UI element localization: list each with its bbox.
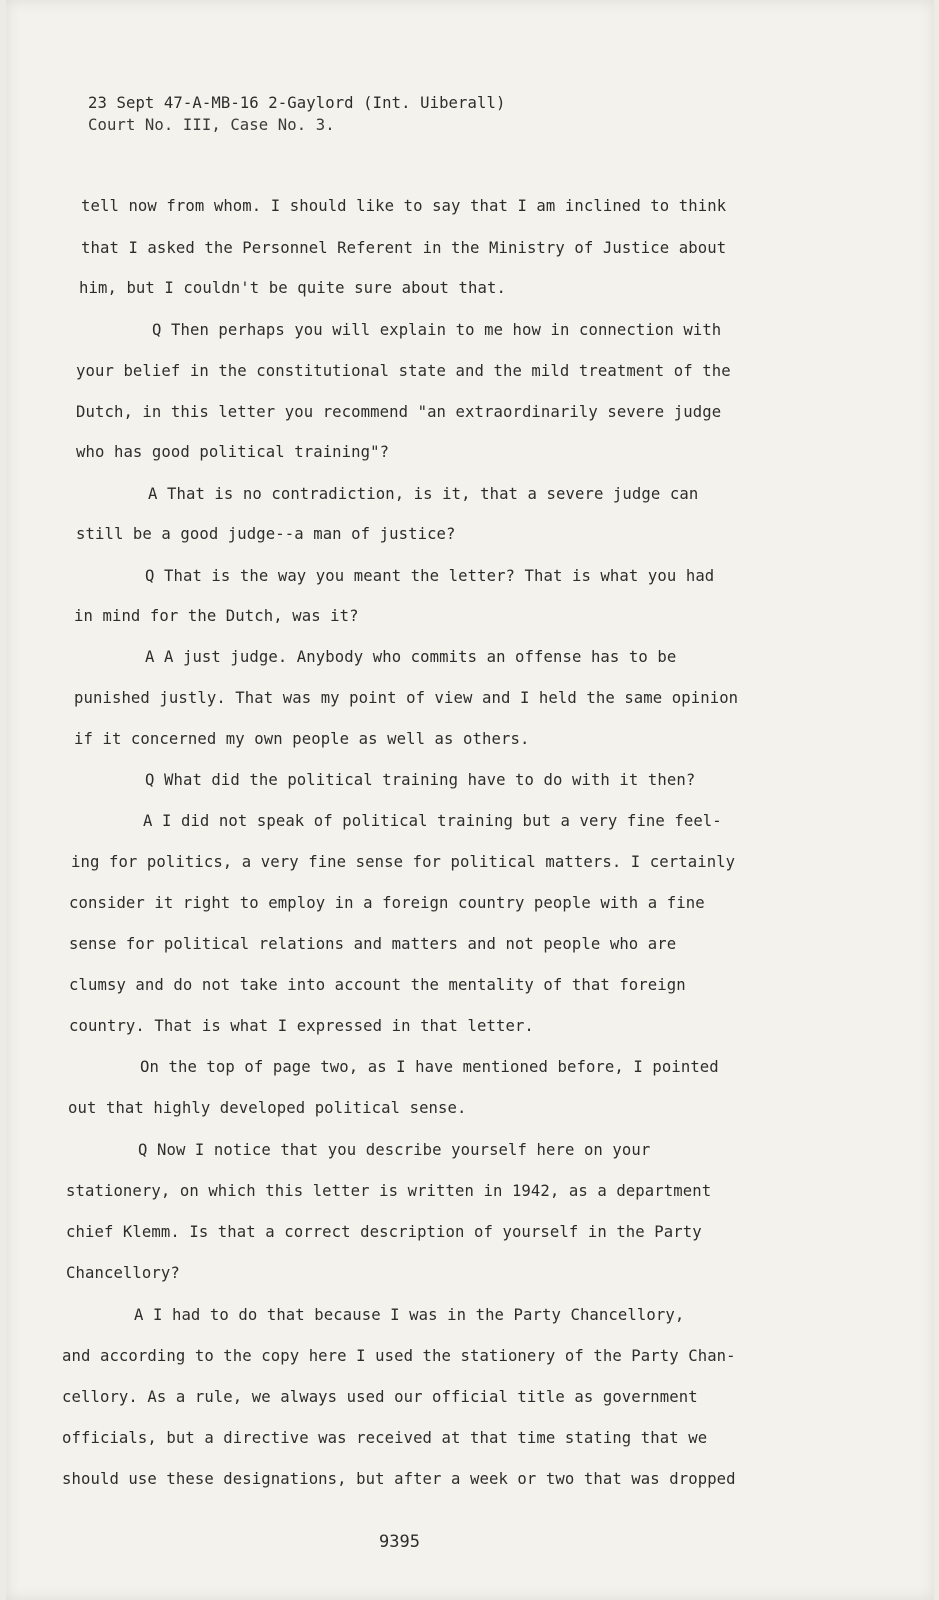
body-line: A That is no contradiction, is it, that a severe judge can	[148, 485, 699, 503]
body-line: that I asked the Personnel Referent in the Ministry of Justice about	[81, 239, 727, 257]
body-line: and according to the copy here I used the stationery of the Party Chan-	[62, 1347, 736, 1365]
body-line: who has good political training"?	[76, 443, 390, 461]
page-number: 9395	[379, 1532, 420, 1552]
body-line: officials, but a directive was received at that time stating that we	[62, 1429, 708, 1447]
body-line: consider it right to employ in a foreign country people with a fine	[69, 894, 705, 912]
body-line: stationery, on which this letter is written in 1942, as a department	[66, 1182, 712, 1200]
body-line: sense for political relations and matters and not people who are	[69, 935, 677, 953]
header-line-1: 23 Sept 47-A-MB-16 2-Gaylord (Int. Uiberall)	[88, 94, 506, 112]
body-line: Q That is the way you meant the letter? That is what you had	[145, 567, 715, 585]
body-line: cellory. As a rule, we always used our official title as government	[62, 1388, 698, 1406]
body-line: ing for politics, a very fine sense for political matters. I certainly	[71, 853, 736, 871]
body-line: A I had to do that because I was in the Party Chancellory,	[134, 1306, 685, 1324]
body-line: out that highly developed political sense.	[68, 1099, 467, 1117]
body-line: chief Klemm. Is that a correct description of yourself in the Party	[66, 1223, 702, 1241]
body-line: still be a good judge--a man of justice?	[76, 525, 456, 543]
body-line: clumsy and do not take into account the mentality of that foreign	[69, 976, 686, 994]
body-line: Chancellory?	[66, 1264, 180, 1282]
body-line: Q Then perhaps you will explain to me how in connection with	[152, 321, 722, 339]
body-line: On the top of page two, as I have mentioned before, I pointed	[140, 1058, 719, 1076]
body-line: in mind for the Dutch, was it?	[74, 607, 359, 625]
body-line: Q Now I notice that you describe yourself here on your	[138, 1141, 651, 1159]
body-line: country. That is what I expressed in that letter.	[69, 1017, 534, 1035]
body-line: Dutch, in this letter you recommend "an extraordinarily severe judge	[76, 403, 722, 421]
body-line: punished justly. That was my point of view and I held the same opinion	[74, 689, 739, 707]
header-line-2: Court No. III, Case No. 3.	[88, 116, 335, 134]
body-line: him, but I couldn't be quite sure about that.	[79, 279, 506, 297]
body-line: A A just judge. Anybody who commits an offense has to be	[145, 648, 677, 666]
body-line: Q What did the political training have to do with it then?	[145, 771, 696, 789]
body-line: A I did not speak of political training but a very fine feel-	[143, 812, 722, 830]
body-line: tell now from whom. I should like to say that I am inclined to think	[81, 197, 727, 215]
body-line: your belief in the constitutional state and the mild treatment of the	[76, 362, 731, 380]
body-line: should use these designations, but after a week or two that was dropped	[62, 1470, 736, 1488]
body-line: if it concerned my own people as well as others.	[74, 730, 530, 748]
document-page	[6, 0, 934, 1600]
